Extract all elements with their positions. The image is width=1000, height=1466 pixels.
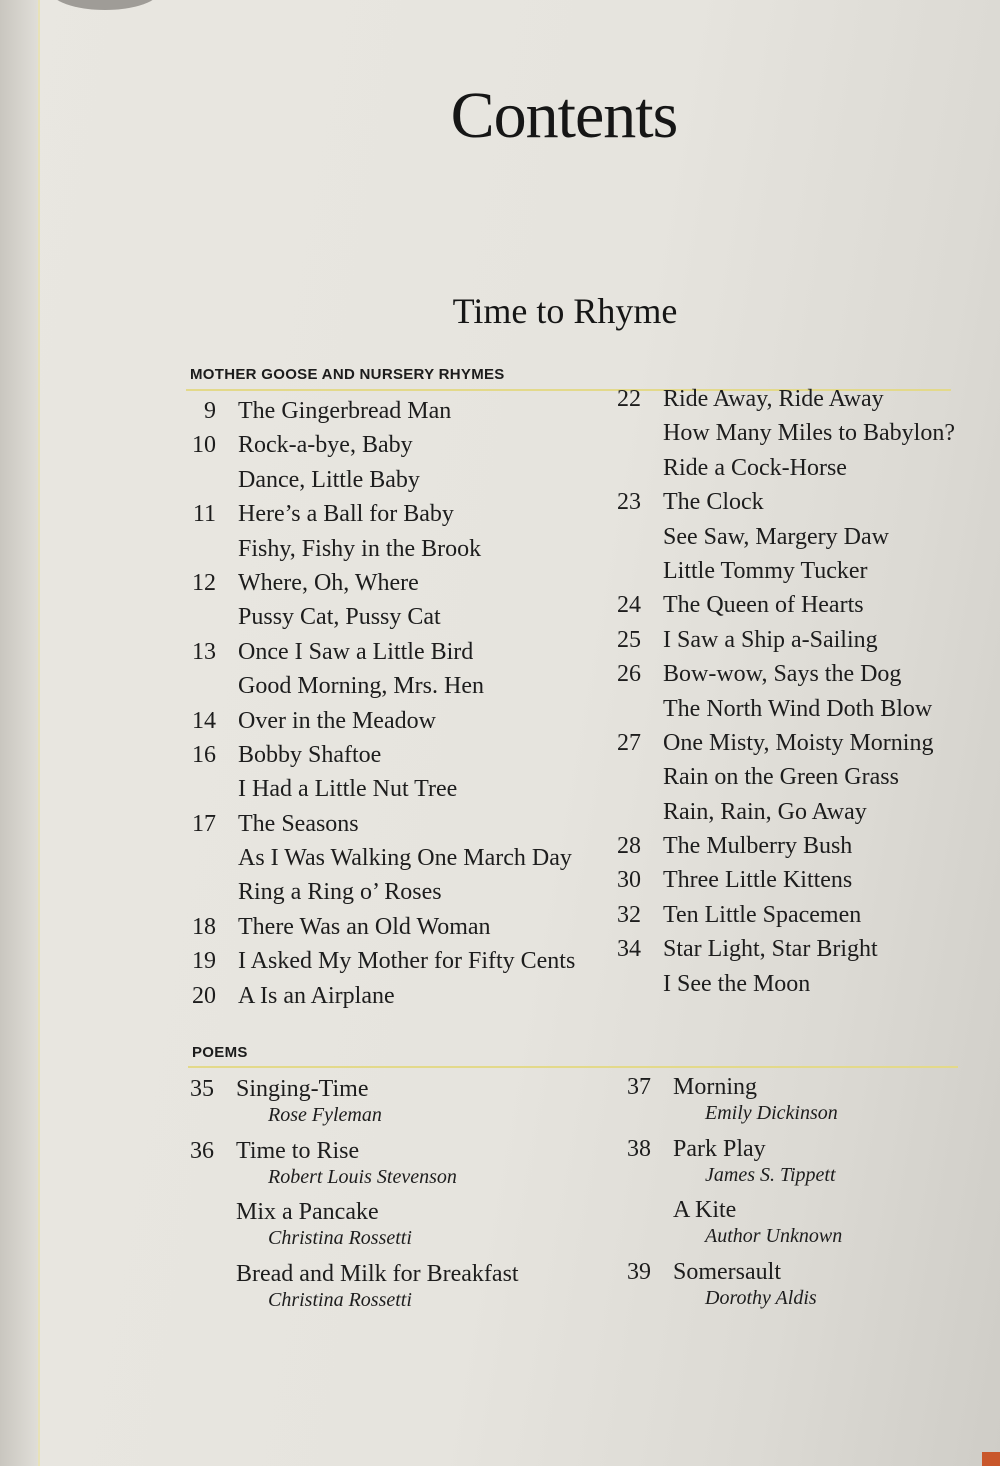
toc-entry: [615, 524, 975, 558]
poem-entry: [188, 1261, 608, 1323]
toc-entry: [615, 936, 975, 970]
category-label-nursery: MOTHER GOOSE AND NURSERY RHYMES: [190, 366, 505, 383]
toc-entry: [190, 501, 610, 535]
entry-title: Rain, Rain, Go Away: [663, 798, 867, 825]
poem-author: Emily Dickinson: [705, 1102, 838, 1124]
toc-entry: [615, 764, 975, 798]
poem-title: Bread and Milk for Breakfast: [236, 1260, 519, 1287]
entry-title: The Gingerbread Man: [238, 398, 452, 424]
toc-entry: [190, 948, 610, 982]
poem-author: Christina Rossetti: [268, 1227, 412, 1249]
page-number: 17: [192, 810, 216, 837]
page-title: Contents: [450, 79, 678, 152]
entry-title: Bow-wow, Says the Dog: [663, 661, 902, 688]
toc-entry: [190, 570, 610, 604]
poem-entry: [188, 1076, 608, 1138]
poem-title: Time to Rise: [236, 1137, 360, 1164]
toc-entry: [615, 696, 975, 730]
page-number: 18: [192, 913, 216, 940]
toc-entry: [190, 879, 610, 913]
entry-title: See Saw, Margery Daw: [663, 523, 889, 550]
nursery-right-column: [615, 386, 975, 1005]
toc-entry: [190, 604, 610, 638]
page-number: 35: [190, 1076, 214, 1102]
toc-entry: [190, 432, 610, 466]
page-number: 9: [204, 398, 216, 424]
toc-entry: [615, 386, 975, 420]
page-number: 24: [617, 592, 641, 619]
toc-entry: [190, 536, 610, 570]
entry-title: Rock-a-bye, Baby: [238, 432, 413, 459]
entry-title: Once I Saw a Little Bird: [238, 638, 474, 665]
entry-title: Here’s a Ball for Baby: [238, 501, 454, 528]
toc-entry: [615, 558, 975, 592]
entry-title: The Clock: [663, 489, 764, 516]
toc-entry: [190, 639, 610, 673]
toc-entry: [615, 661, 975, 695]
entry-title: I Had a Little Nut Tree: [238, 776, 458, 803]
toc-entry: [190, 914, 610, 948]
page-number: 38: [627, 1135, 651, 1162]
entry-title: Little Tommy Tucker: [663, 557, 868, 584]
page-number: 11: [192, 501, 216, 528]
page-number: 16: [192, 741, 216, 768]
nursery-left-column: [190, 398, 610, 1017]
toc-entry: [615, 489, 975, 523]
page-number: 34: [617, 936, 641, 963]
bottom-corner-edge: [982, 1452, 1000, 1466]
entry-title: As I Was Walking One March Day: [238, 845, 572, 872]
poem-author: Robert Louis Stevenson: [268, 1165, 457, 1188]
entry-title: The North Wind Doth Blow: [663, 695, 933, 722]
page-number: 25: [617, 626, 641, 653]
poem-entry: [625, 1074, 985, 1136]
toc-entry: [190, 983, 610, 1017]
toc-entry: [190, 708, 610, 742]
poem-title: Morning: [673, 1074, 757, 1100]
entry-title: Good Morning, Mrs. Hen: [238, 673, 484, 700]
poems-left-column: [188, 1076, 608, 1322]
page-number: 28: [617, 833, 641, 860]
poem-title: Mix a Pancake: [236, 1199, 379, 1225]
page-gutter-shadow: [0, 0, 38, 1466]
entry-title: I Asked My Mother for Fifty Cents: [238, 948, 576, 975]
page-number: 36: [190, 1137, 214, 1164]
toc-entry: [615, 799, 975, 833]
page-number: 27: [617, 729, 641, 756]
poem-entry: [625, 1197, 985, 1259]
entry-title: Bobby Shaftoe: [238, 741, 382, 768]
section-title: Time to Rhyme: [452, 291, 678, 331]
poems-right-column: [625, 1074, 985, 1320]
toc-entry: [190, 845, 610, 879]
entry-title: The Seasons: [238, 810, 359, 837]
toc-entry: [615, 867, 975, 901]
toc-entry: [190, 742, 610, 776]
entry-title: Dance, Little Baby: [238, 466, 420, 493]
toc-entry: [615, 455, 975, 489]
toc-entry: [190, 776, 610, 810]
poem-author: Author Unknown: [705, 1225, 843, 1247]
page-number: 22: [617, 386, 641, 412]
category-label-poems: POEMS: [192, 1044, 248, 1061]
poem-entry: [188, 1138, 608, 1200]
entry-title: I See the Moon: [663, 970, 811, 997]
category-rule-poems: [188, 1066, 958, 1068]
entry-title: How Many Miles to Babylon?: [663, 420, 955, 447]
page-number: 37: [627, 1074, 651, 1100]
entry-title: One Misty, Moisty Morning: [663, 729, 934, 756]
entry-title: I Saw a Ship a-Sailing: [663, 626, 878, 653]
toc-entry: [615, 730, 975, 764]
toc-entry: [190, 811, 610, 845]
poem-author: Dorothy Aldis: [705, 1286, 817, 1309]
entry-title: Ride Away, Ride Away: [663, 386, 884, 412]
margin-rule: [38, 0, 40, 1466]
entry-title: Ring a Ring o’ Roses: [238, 879, 442, 906]
poem-entry: [188, 1199, 608, 1261]
entry-title: Pussy Cat, Pussy Cat: [238, 604, 441, 631]
entry-title: Fishy, Fishy in the Brook: [238, 535, 482, 562]
poem-author: Christina Rossetti: [268, 1288, 412, 1311]
page-number: 32: [617, 901, 641, 928]
toc-entry: [615, 420, 975, 454]
page-number: 12: [192, 569, 216, 596]
poem-author: James S. Tippett: [705, 1163, 836, 1186]
entry-title: Over in the Meadow: [238, 707, 436, 734]
entry-title: The Mulberry Bush: [663, 833, 853, 860]
toc-entry: [190, 467, 610, 501]
entry-title: A Is an Airplane: [238, 982, 395, 1009]
toc-entry: [615, 971, 975, 1005]
entry-title: Three Little Kittens: [663, 867, 853, 894]
poem-entry: [625, 1136, 985, 1198]
page-number: 23: [617, 489, 641, 516]
page-number: 20: [192, 982, 216, 1009]
entry-title: Where, Oh, Where: [238, 569, 419, 596]
poem-title: Somersault: [673, 1258, 781, 1285]
page-number: 13: [192, 638, 216, 665]
entry-title: Ten Little Spacemen: [663, 901, 862, 928]
toc-entry: [190, 673, 610, 707]
toc-entry: [615, 592, 975, 626]
poem-title: Singing-Time: [236, 1076, 369, 1102]
toc-entry: [190, 398, 610, 432]
poem-title: A Kite: [673, 1197, 737, 1223]
toc-entry: [615, 902, 975, 936]
page-number: 26: [617, 661, 641, 688]
entry-title: There Was an Old Woman: [238, 913, 491, 940]
toc-entry: [615, 627, 975, 661]
page-number: 19: [192, 948, 216, 975]
entry-title: Rain on the Green Grass: [663, 764, 899, 791]
toc-entry: [615, 833, 975, 867]
entry-title: The Queen of Hearts: [663, 592, 864, 619]
poem-entry: [625, 1259, 985, 1321]
page-number: 14: [192, 707, 216, 734]
poem-title: Park Play: [673, 1135, 766, 1162]
poem-author: Rose Fyleman: [268, 1104, 382, 1126]
entry-title: Ride a Cock-Horse: [663, 454, 847, 481]
top-corner-object: [50, 0, 160, 10]
page-number: 39: [627, 1258, 651, 1285]
entry-title: Star Light, Star Bright: [663, 936, 878, 963]
page-number: 10: [192, 432, 216, 459]
page-number: 30: [617, 867, 641, 894]
